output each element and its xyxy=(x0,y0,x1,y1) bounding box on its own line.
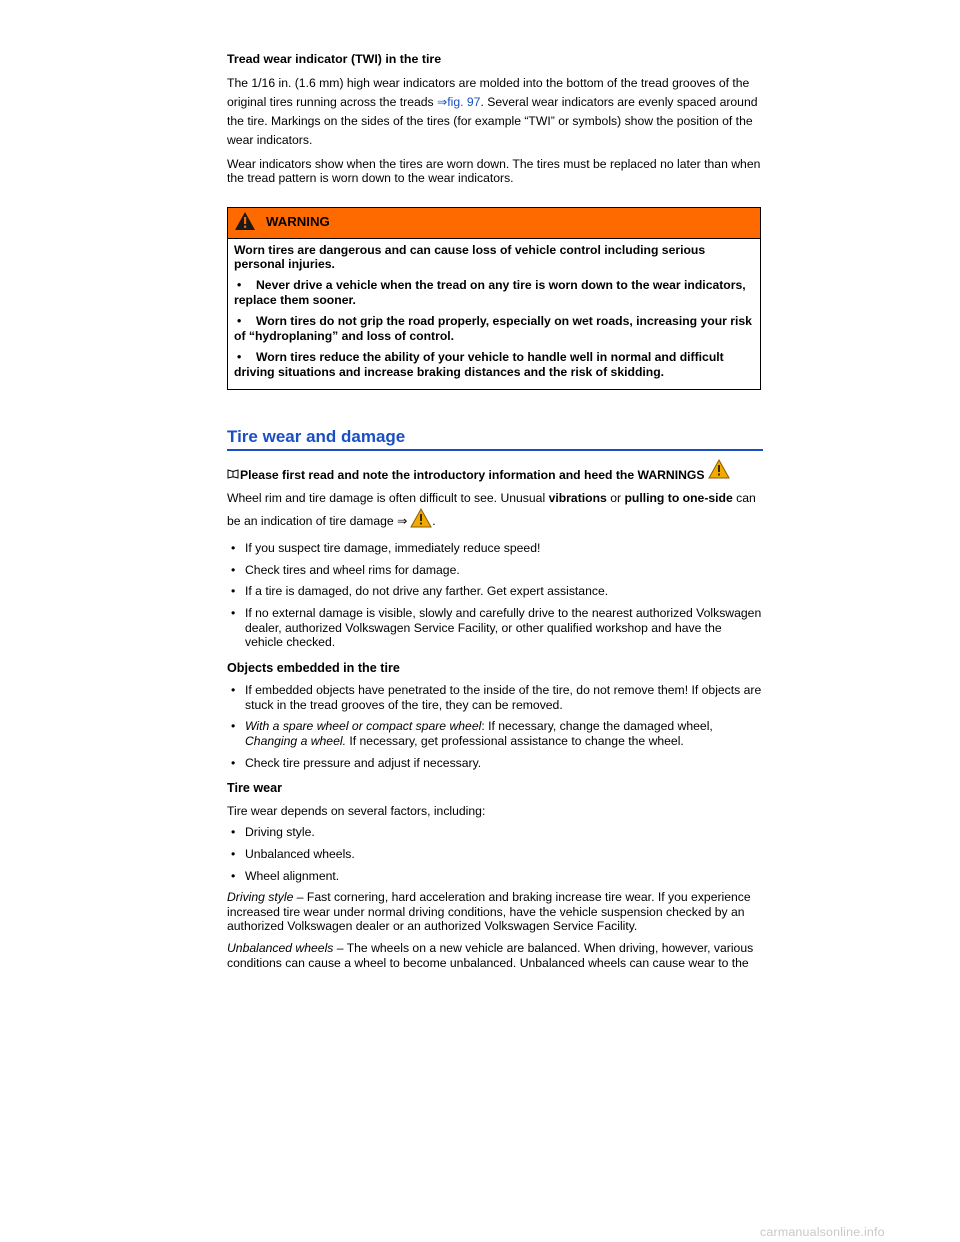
warning-item xyxy=(234,350,754,379)
list-item: • Check tire pressure and adjust if necessary. xyxy=(227,756,763,771)
list-item: • Driving style. xyxy=(227,825,763,840)
warning-title: WARNING xyxy=(266,214,330,230)
spare-wheel-text: : If necessary, change the damaged wheel, xyxy=(481,719,713,734)
warning-item-text: Worn tires do not grip the road properly, especially on wet roads, increasing your risk of “hydroplaning” and loss of control. xyxy=(234,314,752,343)
damage-p1-text-b: can be an indication of tire damage xyxy=(227,491,756,529)
damage-paragraph xyxy=(227,489,763,534)
section-heading-tire-wear-damage: Tire wear and damage xyxy=(227,426,763,451)
list-item: • If you suspect tire damage, immediately reduce speed! xyxy=(227,541,763,556)
damage-p1-bold-pulling: pulling to one-side xyxy=(624,491,733,506)
list-item: • If embedded objects have penetrated to the inside of the tire, do not remove them! If objects are stuck in the tread grooves of the tire, they can be removed. xyxy=(227,683,763,712)
unbalanced-wheels-paragraph xyxy=(227,941,763,970)
list-item: • Wheel alignment. xyxy=(227,869,763,884)
list-item: • Unbalanced wheels. xyxy=(227,847,763,862)
bullet: • xyxy=(237,314,242,329)
list-item: • If a tire is damaged, do not drive any farther. Get expert assistance. xyxy=(227,584,763,599)
damage-p1-or: or xyxy=(610,491,622,506)
warning-item-text: Never drive a vehicle when the tread on any tire is worn down to the wear indicators, replace them sooner. xyxy=(234,277,746,307)
warning-triangle-icon[interactable] xyxy=(708,459,730,483)
bullet: • xyxy=(237,277,242,292)
changing-wheel-em: Changing a wheel. xyxy=(245,734,346,749)
unbalanced-wheels-em: Unbalanced wheels xyxy=(227,941,334,955)
twi-paragraph-1 xyxy=(227,74,763,150)
unbalanced-wheels-text: – The wheels on a new vehicle are balanced. When driving, however, various conditions can cause a wheel to become unbalanced. Unbalanced wheels can cause wear to the xyxy=(227,941,754,970)
twi-p1-text-b: . Several wear indicators are evenly spaced around the tire. Markings on the sides of the tires (for example “TWI” or symbols) show the position of the wear indicators. xyxy=(227,94,758,147)
objects-heading: Objects embedded in the tire xyxy=(227,660,400,675)
tire-wear-intro: Tire wear depends on several factors, including: xyxy=(227,803,486,818)
warning-list xyxy=(234,278,754,380)
cross-ref-arrow: ⇒ xyxy=(437,94,448,109)
twi-p1-text: The 1/16 in. (1.6 mm) high wear indicators are molded into the bottom of the tread grooves of the original tires running across the treads xyxy=(227,75,750,109)
page-content xyxy=(227,52,763,977)
warning-body xyxy=(228,239,760,389)
warning-box xyxy=(227,207,761,390)
spare-wheel-em: With a spare wheel or compact spare wheel xyxy=(245,719,482,734)
driving-style-text: – Fast cornering, hard acceleration and braking increase tire wear. If you experience increased tire wear under normal driving conditions, have the vehicle suspension checked by an authorized Volkswagen dealer or an authorized Volkswagen Service Facility. xyxy=(227,890,751,934)
intro-note xyxy=(227,459,763,483)
driving-style-paragraph xyxy=(227,890,763,934)
damage-p1-text: Wheel rim and tire damage is often difficult to see. Unusual xyxy=(227,491,546,506)
bullet: • xyxy=(237,350,242,365)
warning-item-text: Worn tires reduce the ability of your vehicle to handle well in normal and difficult driving situations and increase braking distances and the risk of skidding. xyxy=(234,350,724,379)
warning-triangle-icon xyxy=(234,211,256,235)
driving-style-em: Driving style xyxy=(227,890,294,905)
tire-wear-list xyxy=(227,825,763,883)
warning-item xyxy=(234,278,754,307)
warning-header xyxy=(228,208,760,239)
cross-ref-arrow: ⇒ xyxy=(397,514,408,529)
objects-list xyxy=(227,683,763,770)
twi-paragraph-2: Wear indicators show when the tires are worn down. The tires must be replaced no later than when the tread pattern is worn down to the wear indicators. xyxy=(227,156,761,186)
list-item: • Check tires and wheel rims for damage. xyxy=(227,563,763,578)
warning-item xyxy=(234,314,754,343)
spare-wheel-text-b: If necessary, get professional assistance to change the wheel. xyxy=(349,734,684,749)
damage-list xyxy=(227,541,763,650)
list-item xyxy=(227,719,763,748)
list-item: • If no external damage is visible, slowly and carefully drive to the nearest authorized Volkswagen dealer, authorized Volkswagen Service Facility, or other qualified workshop and have the vehicle checked. xyxy=(227,606,763,650)
watermark: carmanualsonline.info xyxy=(760,1225,885,1239)
fig-97-link[interactable]: fig. 97 xyxy=(447,94,481,109)
book-icon xyxy=(227,468,239,483)
intro-note-text: Please first read and note the introductory information and heed the WARNINGS xyxy=(240,467,705,482)
tire-wear-heading: Tire wear xyxy=(227,781,283,796)
twi-heading: Tread wear indicator (TWI) in the tire xyxy=(227,52,442,66)
damage-p1-bold-vibrations: vibrations xyxy=(548,491,607,506)
warning-triangle-icon[interactable] xyxy=(410,508,432,534)
warning-intro: Worn tires are dangerous and can cause loss of vehicle control including serious personal injuries. xyxy=(234,242,706,272)
damage-p1-end: . xyxy=(432,514,436,529)
